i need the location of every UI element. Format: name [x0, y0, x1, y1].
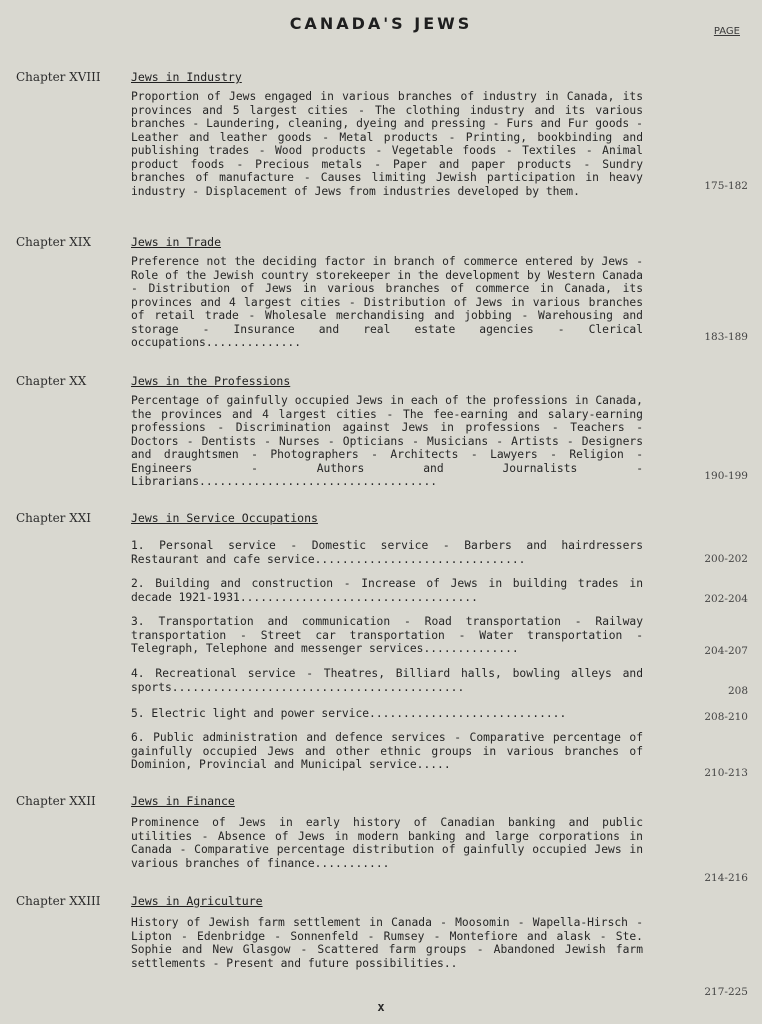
- chapter-number: Chapter XX: [16, 374, 87, 388]
- page-column-label: PAGE: [713, 26, 740, 37]
- chapter-title: Jews in Agriculture: [131, 894, 263, 908]
- chapter-pages: 217-225: [704, 986, 748, 998]
- chapter-title: Jews in Service Occupations: [131, 511, 318, 525]
- chapter-description: Percentage of gainfully occupied Jews in each of the professions in Canada, the provinces and 4 largest cities - The fee-earning and salary-earning professions - Discrimination against Jews in professions - Teachers - Doctors - Dentists - Nurses - Opticians - Musicians - Artists - Designers and draughtsmen - Photographers - Architects - Lawyers - Religion - Engineers - Authors and Journalists - Librarians...................................: [131, 394, 643, 488]
- chapter-pages: 183-189: [704, 331, 748, 343]
- chapter-number: Chapter XIX: [16, 235, 92, 249]
- chapter-number: Chapter XXI: [16, 511, 92, 525]
- chapter-number: Chapter XXIII: [16, 894, 101, 908]
- chapter-title: Jews in Finance: [131, 794, 235, 808]
- subsection-personal-service: 1. Personal service - Domestic service - Barbers and hairdressers Restaurant and cafe service...............................: [131, 539, 643, 566]
- subsection-building: 2. Building and construction - Increase of Jews in building trades in decade 1921-1931...................................: [131, 577, 643, 604]
- chapter-number: Chapter XXII: [16, 794, 96, 808]
- subsection-pages: 210-213: [704, 767, 748, 779]
- chapter-pages: 190-199: [704, 470, 748, 482]
- chapter-description: Preference not the deciding factor in branch of commerce entered by Jews - Role of the Jewish country storekeeper in the development by Western Canada - Distribution of Jews in various branches of commerce in Canada, its provinces and 4 largest cities - Distribution of Jews in various branches of retail trade - Wholesale merchandising and jobbing - Warehousing and storage - Insurance and real estate agencies - Clerical occupations..............: [131, 255, 643, 349]
- subsection-pages: 202-204: [704, 593, 748, 605]
- chapter-title: Jews in Industry: [131, 70, 242, 84]
- subsection-transportation: 3. Transportation and communication - Road transportation - Railway transportation - Street car transportation - Water transportation - Telegraph, Telephone and messenger services..............: [131, 615, 643, 655]
- subsection-recreational: 4. Recreational service - Theatres, Billiard halls, bowling alleys and sports...........................................: [131, 667, 643, 694]
- chapter-title: Jews in the Professions: [131, 374, 291, 388]
- chapter-description: History of Jewish farm settlement in Canada - Moosomin - Wapella-Hirsch - Lipton - Edenbridge - Sonnenfeld - Rumsey - Montefiore and alask - Ste. Sophie and New Glasgow - Scattered farm groups - Abandoned Jewish farm settlements - Present and future possibilities..: [131, 916, 643, 970]
- subsection-pages: 208-210: [704, 711, 748, 723]
- subsection-pages: 200-202: [704, 553, 748, 565]
- chapter-number: Chapter XVIII: [16, 70, 101, 84]
- subsection-electric: 5. Electric light and power service.............................: [131, 707, 567, 720]
- chapter-title: Jews in Trade: [131, 235, 222, 249]
- subsection-pages: 204-207: [704, 645, 748, 657]
- chapter-description: Prominence of Jews in early history of Canadian banking and public utilities - Absence of Jews in modern banking and large corporations in Canada - Comparative percentage distribution of gainfully occupied Jews in various branches of finance...........: [131, 816, 643, 870]
- chapter-description: Proportion of Jews engaged in various branches of industry in Canada, its provinces and 5 largest cities - The clothing industry and its various branches - Laundering, cleaning, dyeing and pressing - Furs and Fur goods - Leather and leather goods - Metal products - Printing, bookbinding and publishing trades - Wood products - Vegetable foods - Textiles - Animal product foods - Precious metals - Paper and paper products - Sundry branches of manufacture - Causes limiting Jewish participation in heavy industry - Displacement of Jews from industries developed by them.: [131, 90, 643, 198]
- chapter-pages: 214-216: [704, 872, 748, 884]
- page-number: x: [377, 1000, 385, 1014]
- subsection-public-administration: 6. Public administration and defence services - Comparative percentage of gainfully occupied Jews and other ethnic groups in various branches of Dominion, Provincial and Municipal service.....: [131, 731, 643, 771]
- page-title: CANADA'S JEWS: [289, 14, 473, 33]
- chapter-pages: 175-182: [704, 180, 748, 192]
- subsection-pages: 208: [727, 685, 748, 697]
